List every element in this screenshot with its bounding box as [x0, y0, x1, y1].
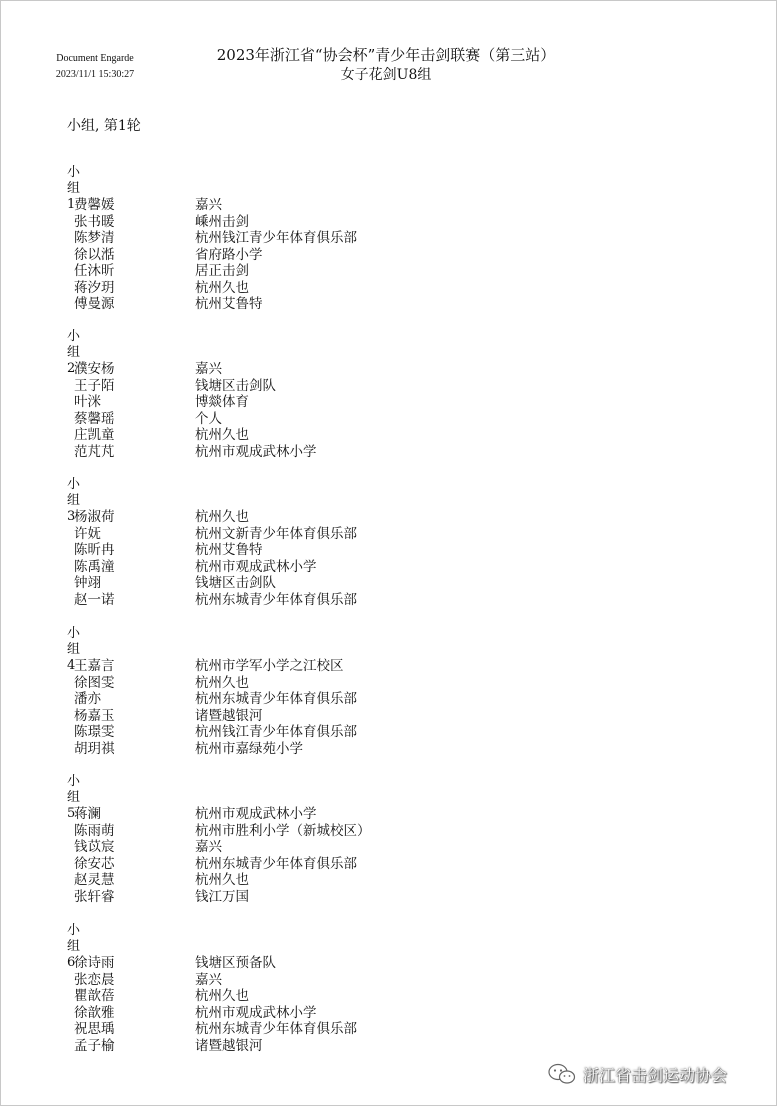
- fencer-club: 钱江万国: [195, 888, 249, 905]
- fencer-name: 胡玥祺: [74, 740, 115, 757]
- fencer-club: 杭州久也: [195, 872, 249, 888]
- fencer-name: 张恋晨: [74, 971, 115, 988]
- fencer-club: 杭州市观成武林小学: [195, 558, 317, 575]
- group-label: 小组3: [67, 477, 81, 524]
- fencer-name: 赵一诺: [74, 591, 115, 608]
- group-label: 小组4: [67, 626, 81, 673]
- fencer-club: 杭州钱江青少年体育俱乐部: [195, 230, 357, 246]
- fencer-name: 庄凯童: [74, 427, 115, 443]
- watermark-text: 浙江省击剑运动协会: [583, 1065, 728, 1085]
- fencer-club: 诸暨越银河: [195, 1037, 263, 1054]
- fencer-name: 徐以湉: [74, 246, 115, 263]
- fencer-club: 杭州久也: [195, 427, 249, 443]
- document-meta: [45, 51, 145, 83]
- fencer-club: 杭州久也: [195, 674, 249, 691]
- fencer-club: 杭州艾鲁特: [195, 542, 263, 558]
- fencer-name: 王嘉言: [74, 658, 115, 674]
- fencer-club: 杭州市观成武林小学: [195, 806, 317, 822]
- fencer-club: 杭州久也: [195, 279, 249, 296]
- fencer-club: 居正击剑: [195, 263, 249, 279]
- fencer-name: 陈梦清: [74, 230, 115, 246]
- fencer-club: 钱塘区击剑队: [195, 575, 276, 591]
- wechat-icon: [547, 1062, 577, 1086]
- fencer-club: 杭州久也: [195, 509, 249, 525]
- fencer-name: 蔡馨瑶: [74, 410, 115, 427]
- fencer-club: 杭州东城青少年体育俱乐部: [195, 1021, 357, 1037]
- fencer-club: 杭州东城青少年体育俱乐部: [195, 691, 357, 707]
- fencer-name: 濮安杨: [74, 361, 115, 377]
- fencer-name: 费馨媛: [74, 197, 115, 213]
- fencer-name: 赵灵慧: [74, 872, 115, 888]
- fencer-club: 杭州钱江青少年体育俱乐部: [195, 724, 357, 740]
- fencer-name: 徐诗雨: [74, 955, 115, 971]
- page-title: 2023年浙江省“协会杯”青少年击剑联赛（第三站）: [216, 46, 556, 64]
- title-block: [171, 45, 601, 85]
- fencer-club: 省府路小学: [195, 246, 263, 263]
- fencer-name: 许妩: [74, 525, 101, 542]
- fencer-club: 嵊州击剑: [195, 213, 249, 230]
- fencer-club: 嘉兴: [195, 361, 222, 377]
- fencer-club: 博燚体育: [195, 394, 249, 410]
- fencer-name: 蒋汐玥: [74, 279, 115, 296]
- fencer-name: 任沐昕: [74, 263, 115, 279]
- fencer-club: 杭州市观成武林小学: [195, 1004, 317, 1021]
- fencer-name: 钟翊: [74, 575, 101, 591]
- fencer-name: 徐图雯: [74, 674, 115, 691]
- watermark: [547, 1062, 727, 1086]
- fencer-club: 嘉兴: [195, 971, 222, 988]
- group-label: 小组2: [67, 329, 81, 376]
- fencer-club: 杭州东城青少年体育俱乐部: [195, 855, 357, 872]
- fencer-name: 叶洣: [74, 394, 101, 410]
- fencer-club: 嘉兴: [195, 197, 222, 213]
- fencer-name: 钱苡宸: [74, 839, 115, 855]
- page-subtitle: 女子花剑U8组: [340, 67, 432, 83]
- fencer-club: 钱塘区预备队: [195, 955, 276, 971]
- group-label: 小组6: [67, 923, 81, 970]
- fencer-club: 杭州市学军小学之江校区: [195, 658, 344, 674]
- fencer-club: 杭州文新青少年体育俱乐部: [195, 525, 357, 542]
- fencer-name: 潘亦: [74, 691, 101, 707]
- fencer-name: 陈昕冉: [74, 542, 115, 558]
- group-label: 小组5: [67, 774, 81, 821]
- fencer-club: 杭州东城青少年体育俱乐部: [195, 591, 357, 608]
- fencer-name: 徐安芯: [74, 855, 115, 872]
- fencer-club: 杭州久也: [195, 988, 249, 1004]
- fencer-name: 陈禹潼: [74, 558, 115, 575]
- fencer-club: 杭州市嘉绿苑小学: [195, 740, 303, 757]
- fencer-name: 傅曼源: [74, 296, 115, 312]
- fencer-name: 徐歆雅: [74, 1004, 115, 1021]
- software-name: Document Engarde: [56, 53, 134, 64]
- fencer-club: 个人: [195, 410, 222, 427]
- fencer-name: 蒋澜: [74, 806, 101, 822]
- fencer-name: 王子陌: [74, 377, 115, 394]
- fencer-club: 杭州艾鲁特: [195, 296, 263, 312]
- fencer-club: 杭州市观成武林小学: [195, 443, 317, 460]
- fencer-name: 杨淑荷: [74, 509, 115, 525]
- group-label: 小组1: [67, 165, 81, 212]
- fencer-club: 杭州市胜利小学（新城校区）: [195, 822, 371, 839]
- fencer-name: 祝思瑀: [74, 1021, 115, 1037]
- fencer-name: 陈雨萌: [74, 822, 115, 839]
- fencer-club: 嘉兴: [195, 839, 222, 855]
- fencer-club: 钱塘区击剑队: [195, 377, 276, 394]
- fencer-name: 范芃芃: [74, 443, 115, 460]
- fencer-name: 杨嘉玉: [74, 707, 115, 724]
- print-timestamp: 2023/11/1 15:30:27: [55, 69, 135, 80]
- round-title: 小组, 第1轮: [67, 118, 141, 134]
- fencer-name: 孟子榆: [74, 1037, 115, 1054]
- fencer-club: 诸暨越银河: [195, 707, 263, 724]
- fencer-name: 张轩睿: [74, 888, 115, 905]
- fencer-name: 陈璟雯: [74, 724, 115, 740]
- fencer-name: 张书暖: [74, 213, 115, 230]
- fencer-name: 瞿歆蓓: [74, 988, 115, 1004]
